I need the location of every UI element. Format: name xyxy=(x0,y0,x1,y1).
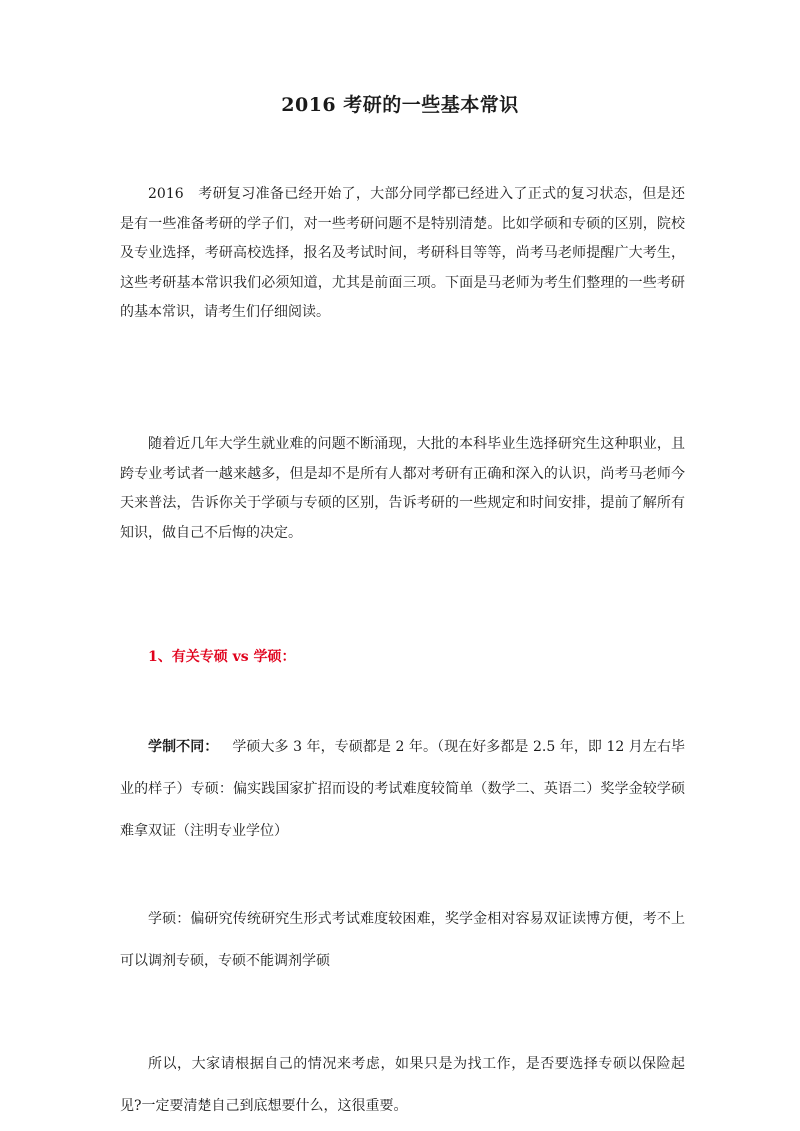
section-heading-zhuanshuo-vs-xueshuo: 1、有关专硕 vs 学硕： xyxy=(148,649,296,665)
document-title: 2016 考研的一些基本常识 xyxy=(281,94,519,116)
xuezhi-text: 学硕大多 3 年，专硕都是 2 年。（现在好多都是 2.5 年，即 12 月左右毕业的样子）专硕：偏实践国家扩招而设的考试难度较简单（数学二、英语二）奖学金较学硕难拿双证（注明专业学位） xyxy=(120,739,686,839)
xueshuo-paragraph: 学硕：偏研究传统研究生形式考试难度较困难，奖学金相对容易双证读博方便，考不上可以调剂专硕，专硕不能调剂学硕 xyxy=(120,911,685,969)
conclusion-paragraph: 所以，大家请根据自己的情况来考虑，如果只是为找工作，是否要选择专硕以保险起见?一定要清楚自己到底想要什么，这很重要。 xyxy=(120,1056,685,1114)
xuezhi-label: 学制不同： xyxy=(148,739,219,755)
xuezhi-paragraph xyxy=(120,726,685,852)
intro-paragraph: 2016 考研复习准备已经开始了，大部分同学都已经进入了正式的复习状态，但是还是有一些准备考研的学子们，对一些考研问题不是特别清楚。比如学硕和专硕的区别，院校及专业选择，考研高校选择，报名及考试时间，考研科目等等，尚考马老师提醒广大考生，这些考研基本常识我们必须知道，尤其是前面三项。下面是马老师为考生们整理的一些考研的基本常识，请考生们仔细阅读。 xyxy=(120,186,685,320)
background-paragraph: 随着近几年大学生就业难的问题不断涌现，大批的本科毕业生选择研究生这种职业，且跨专业考试者一越来越多，但是却不是所有人都对考研有正确和深入的认识，尚考马老师今天来普法，告诉你关于学硕与专硕的区别，告诉考研的一些规定和时间安排，提前了解所有知识，做自己不后悔的决定。 xyxy=(120,436,685,541)
